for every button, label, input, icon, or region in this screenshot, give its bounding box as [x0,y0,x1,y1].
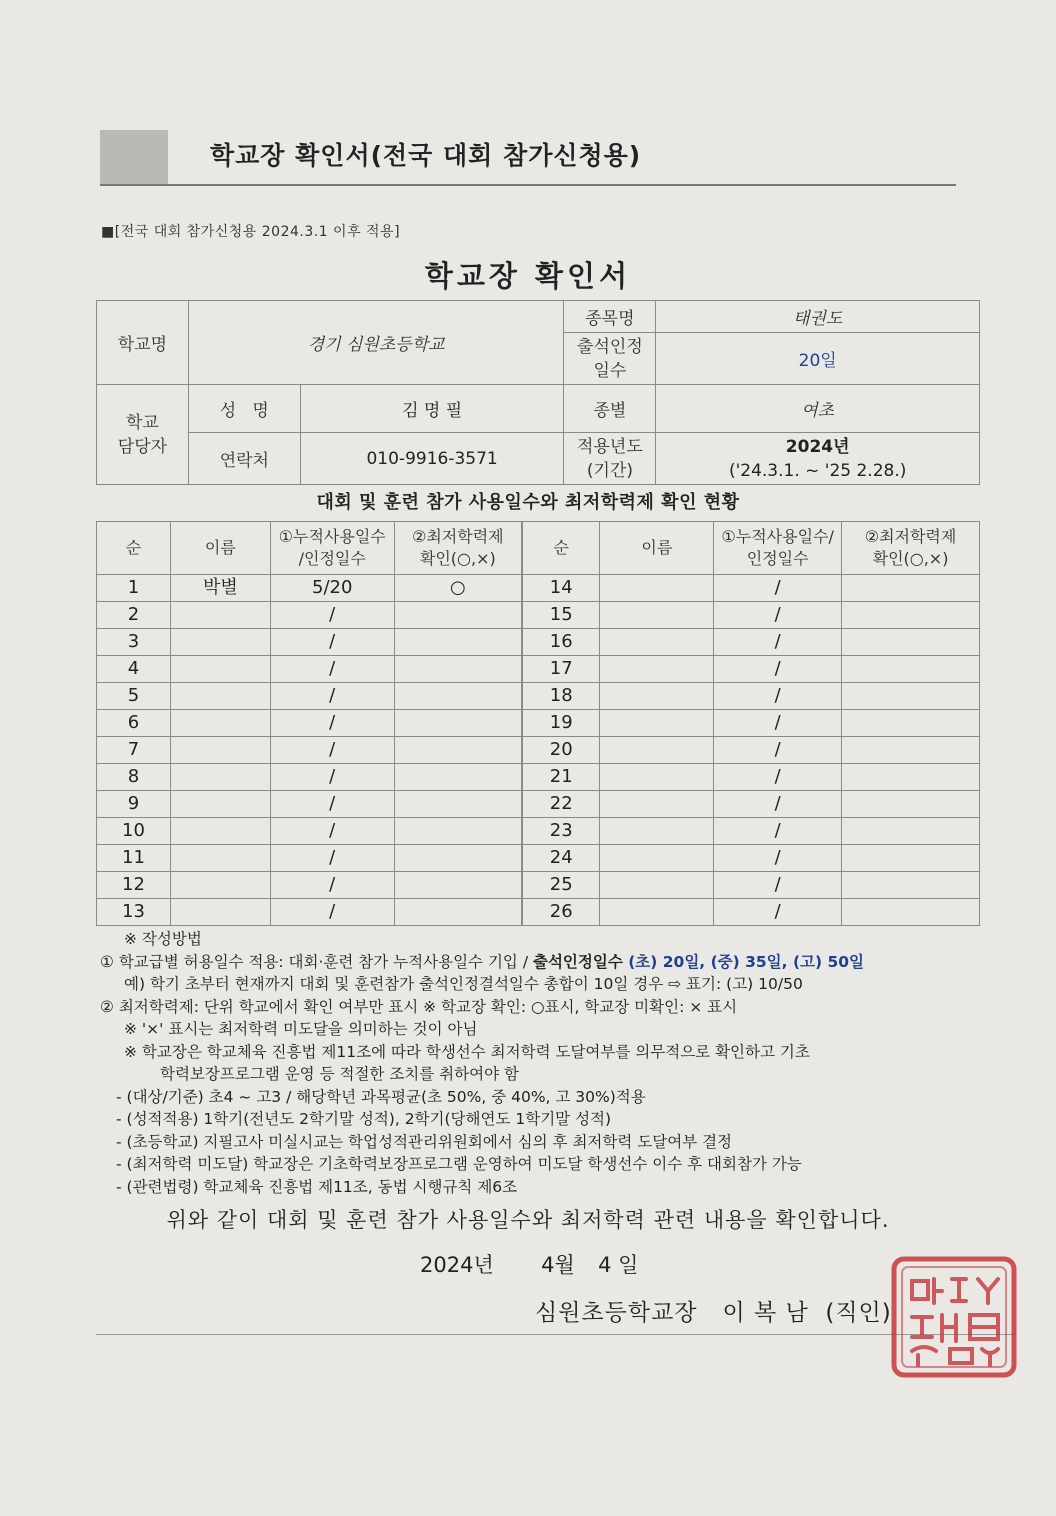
row-check-right [842,845,980,872]
staff-label [97,385,189,485]
row-days: / [270,818,394,845]
row-name-right [600,845,714,872]
date-year: 2024년 [420,1253,494,1277]
row-check [394,818,522,845]
detail-not-reached: - (최저학력 미도달) 학교장은 기초학력보장프로그램 운영하여 미도달 학생선수 이수 후 대회참가 가능 [116,1155,802,1173]
row-number: 9 [97,791,171,818]
row-number: 1 [97,575,171,602]
col-header-r-days-line2: 인정일수 [746,549,809,568]
note-1-text: ① 학교급별 허용일수 적용: 대회·훈련 참가 누적사용일수 기입 / [100,952,533,971]
row-days: / [270,629,394,656]
row-days: / [270,899,394,926]
col-header-check-line2: 확인(○,×) [419,549,496,568]
row-days-right: / [714,872,842,899]
row-days: 5/20 [270,575,394,602]
notes-heading: ※ 작성방법 [124,930,202,948]
table-row [97,872,980,899]
row-name-right [600,629,714,656]
row-number-right: 22 [522,791,600,818]
row-number-right: 17 [522,656,600,683]
row-name [170,872,270,899]
detail-grades: - (성적적용) 1학기(전년도 2학기말 성적), 2학기(당해연도 1학기말 성적) [116,1110,612,1128]
note-1 [100,951,1000,974]
row-days: / [270,737,394,764]
row-days-right: / [714,710,842,737]
row-name: 박별 [170,575,270,602]
roster-body [97,522,980,926]
row-days: / [270,872,394,899]
row-check [394,764,522,791]
period-label-line2: (기간) [586,460,633,481]
row-name [170,791,270,818]
row-check-right [842,764,980,791]
row-days-right: / [714,683,842,710]
col-header-r-check [842,522,980,575]
row-name [170,899,270,926]
period-value [656,433,980,485]
row-days-right: / [714,764,842,791]
row-number-right: 15 [522,602,600,629]
row-days: / [270,845,394,872]
contact-label: 연락처 [188,433,300,485]
row-check: ○ [394,575,522,602]
staff-label-line1: 학교 [126,412,159,433]
row-check-right [842,629,980,656]
name-value: 김 명 필 [300,385,564,433]
row-name-right [600,818,714,845]
school-label: 학교명 [97,301,189,385]
row-number: 4 [97,656,171,683]
contact-value: 010-9916-3571 [300,433,564,485]
roster-header-row [97,522,980,575]
roster-table [96,521,980,926]
table-row [97,791,980,818]
row-number: 5 [97,683,171,710]
row-number: 11 [97,845,171,872]
col-header-r-days-line1: ①누적사용일수/ [721,527,834,546]
row-name [170,710,270,737]
row-name [170,602,270,629]
note-1-emphasis: 출석인정일수 [532,952,623,971]
note-2-law-2: 학력보장프로그램 운영 등 적절한 조치를 취하여야 함 [160,1065,519,1083]
sport-value: 태권도 [656,301,980,333]
row-name-right [600,602,714,629]
row-check-right [842,872,980,899]
detail-target: - (대상/기준) 초4 ~ 고3 / 해당학년 과목평균(초 50%, 중 40%, 고 30%)적용 [116,1087,646,1106]
row-number-right: 25 [522,872,600,899]
table-row [97,737,980,764]
row-name-right [600,899,714,926]
table-row [97,575,980,602]
row-days: / [270,656,394,683]
row-name-right [600,737,714,764]
col-header-r-check-line2: 확인(○,×) [872,549,949,568]
period-year: 2024년 [785,436,850,457]
signature-date [420,1249,638,1279]
row-number-right: 16 [522,629,600,656]
col-header-r-days [714,522,842,575]
table-row [97,845,980,872]
row-number-right: 21 [522,764,600,791]
header-title: 학교장 확인서(전국 대회 참가신청용) [210,141,642,170]
confirmation-statement: 위와 같이 대회 및 훈련 참가 사용일수와 최저학력 관련 내용을 확인합니다. [166,1208,890,1232]
col-header-check [394,522,522,575]
attendance-days-label [564,333,656,385]
row-days-right: / [714,737,842,764]
row-name [170,764,270,791]
row-check-right [842,656,980,683]
table-row [97,629,980,656]
row-check [394,845,522,872]
row-days: / [270,710,394,737]
row-days-right: / [714,575,842,602]
row-check-right [842,791,980,818]
period-range: ('24.3.1. ~ '25 2.28.) [728,460,907,481]
row-name [170,737,270,764]
row-number: 8 [97,764,171,791]
row-days-right: / [714,845,842,872]
table-row [97,683,980,710]
note-1-example: 예) 학기 초부터 현재까지 대회 및 훈련참가 출석인정결석일수 총합이 10일 경우 ⇨ 표기: (고) 10/50 [124,975,803,993]
table-row [97,710,980,737]
row-number-right: 23 [522,818,600,845]
bottom-divider [96,1334,1016,1335]
row-check-right [842,683,980,710]
table-row [97,764,980,791]
period-label-line1: 적용년도 [577,436,643,457]
row-days-right: / [714,629,842,656]
note-2: ② 최저학력제: 단위 학교에서 확인 여부만 표시 ※ 학교장 확인: ○표시, 학교장 미확인: × 표시 [100,997,738,1016]
col-header-r-name: 이름 [600,522,714,575]
row-number-right: 18 [522,683,600,710]
section-title: 대회 및 훈련 참가 사용일수와 최저학력제 확인 현황 [316,492,740,513]
row-name [170,818,270,845]
row-check-right [842,818,980,845]
col-header-r-no: 순 [522,522,600,575]
period-label [564,433,656,485]
row-number-right: 19 [522,710,600,737]
row-name [170,845,270,872]
row-name-right [600,683,714,710]
row-name-right [600,710,714,737]
row-number: 12 [97,872,171,899]
table-row [97,602,980,629]
row-days-right: / [714,656,842,683]
row-days: / [270,683,394,710]
row-name [170,656,270,683]
gender-value: 여초 [656,385,980,433]
name-label: 성 명 [188,385,300,433]
row-check [394,899,522,926]
row-days-right: / [714,791,842,818]
col-header-no: 순 [97,522,171,575]
row-check [394,737,522,764]
row-days-right: / [714,602,842,629]
row-check [394,710,522,737]
date-month: 4월 [541,1253,575,1277]
detail-law: - (관련법령) 학교체육 진흥법 제11조, 동법 시행규칙 제6조 [116,1177,518,1196]
row-days: / [270,602,394,629]
row-number-right: 14 [522,575,600,602]
row-number-right: 24 [522,845,600,872]
note-2-law-1: ※ 학교장은 학교체육 진흥법 제11조에 따라 학생선수 최저학력 도달여부를 의무적으로 확인하고 기초 [124,1042,810,1061]
col-header-r-check-line1: ②최저학력제 [864,527,957,546]
official-seal-icon [890,1255,1018,1379]
gender-label: 종별 [564,385,656,433]
row-check-right [842,899,980,926]
col-header-name: 이름 [170,522,270,575]
application-note: ■[전국 대회 참가신청용 2024.3.1 이후 적용] [101,224,401,240]
row-days-right: / [714,818,842,845]
row-number: 7 [97,737,171,764]
row-number: 6 [97,710,171,737]
row-number: 3 [97,629,171,656]
row-number-right: 26 [522,899,600,926]
row-check [394,602,522,629]
row-name-right [600,656,714,683]
row-days: / [270,791,394,818]
row-number-right: 20 [522,737,600,764]
row-check [394,656,522,683]
sport-label: 종목명 [564,301,656,333]
row-days-right: / [714,899,842,926]
note-1-days: (초) 20일, (중) 35일, (고) 50일 [622,952,865,971]
row-check-right [842,575,980,602]
principal-signature: 심원초등학교장 이 복 남 (직인) [535,1300,892,1326]
table-row [97,818,980,845]
attendance-days-label-line1: 출석인정 [577,336,643,357]
table-row [97,899,980,926]
row-check-right [842,602,980,629]
col-header-days-line2: /인정일수 [298,549,366,568]
row-days: / [270,764,394,791]
row-name-right [600,764,714,791]
info-table [96,300,980,485]
col-header-check-line1: ②최저학력제 [412,527,504,546]
row-number: 13 [97,899,171,926]
row-name-right [600,575,714,602]
note-2-remark: ※ '×' 표시는 최저학력 미도달을 의미하는 것이 아님 [124,1020,478,1038]
header-divider [100,184,956,186]
row-number: 10 [97,818,171,845]
row-check-right [842,710,980,737]
row-name-right [600,791,714,818]
detail-elementary: - (초등학교) 지필고사 미실시교는 학업성적관리위원회에서 심의 후 최저학력 도달여부 결정 [116,1132,733,1151]
row-check [394,791,522,818]
row-name-right [600,872,714,899]
writing-instructions [100,928,1000,1198]
row-check [394,872,522,899]
attendance-days-value: 20일 [656,333,980,385]
staff-label-line2: 담당자 [117,436,168,457]
row-check [394,629,522,656]
header-gray-box [100,130,168,186]
col-header-days-line1: ①누적사용일수 [278,527,386,546]
row-number: 2 [97,602,171,629]
row-check-right [842,737,980,764]
row-name [170,629,270,656]
row-name [170,683,270,710]
attendance-days-label-line2: 일수 [593,360,627,381]
date-day: 4 일 [598,1253,639,1277]
col-header-days [270,522,394,575]
school-value: 경기 심원초등학교 [188,301,564,385]
table-row [97,656,980,683]
main-title: 학교장 확인서 [424,259,632,293]
row-check [394,683,522,710]
